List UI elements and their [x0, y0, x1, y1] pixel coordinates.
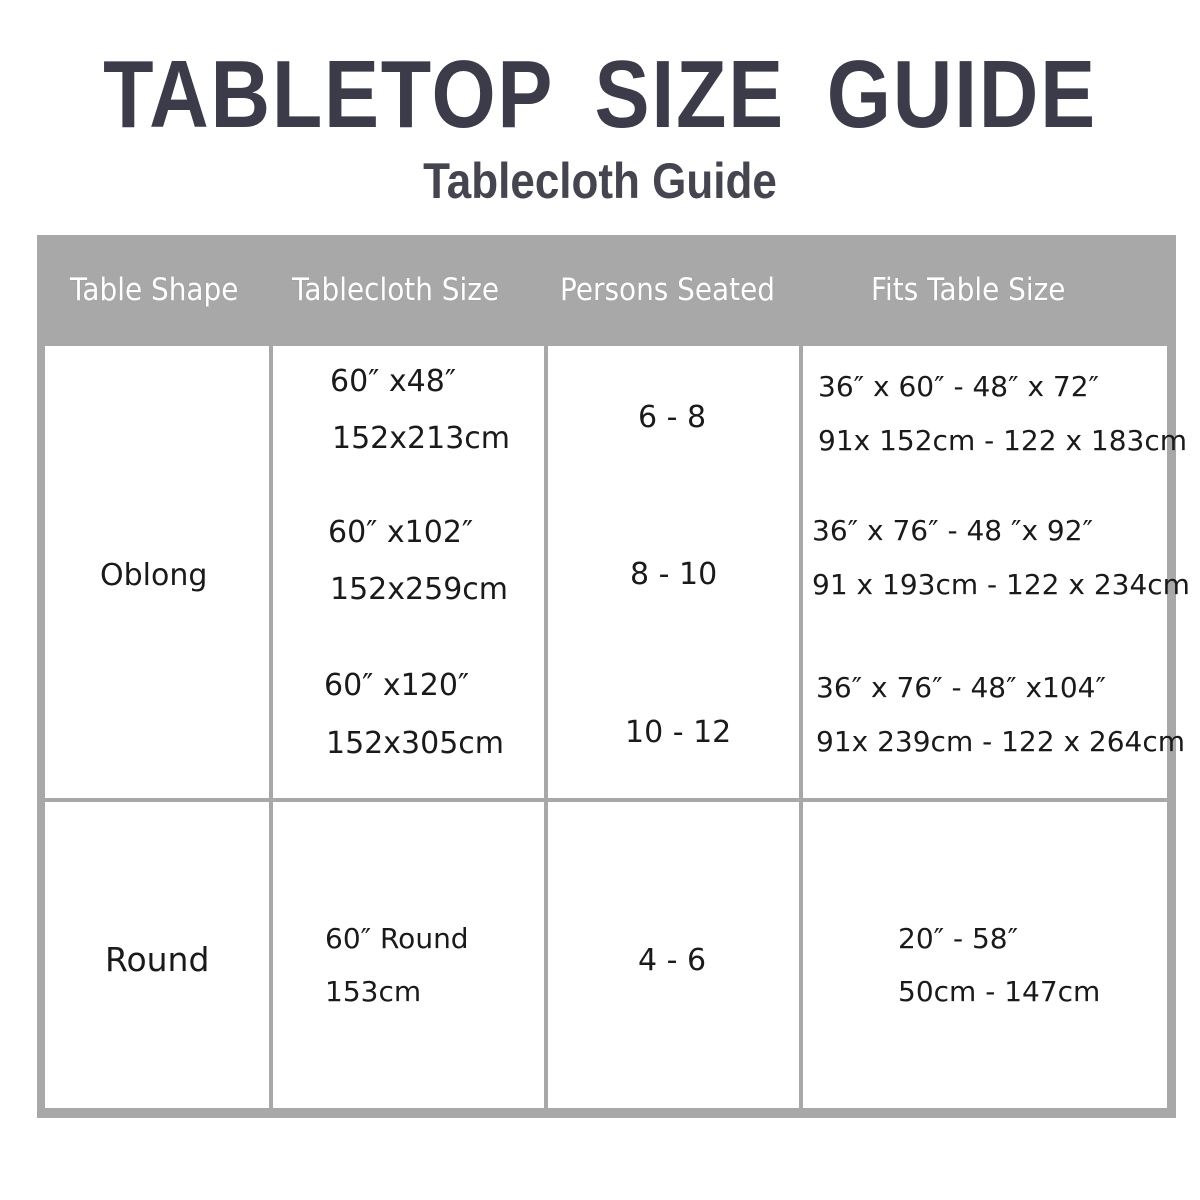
- page-subtitle: Tablecloth Guide: [423, 153, 777, 209]
- size-cm: 152x259cm: [330, 572, 508, 607]
- cell-round-fits: [803, 802, 1167, 1108]
- shape-round: Round: [105, 940, 210, 979]
- fits-cm: 91 x 193cm - 122 x 234cm: [812, 568, 1190, 601]
- fits-cm: 91x 239cm - 122 x 264cm: [816, 725, 1186, 758]
- seated: 10 - 12: [625, 715, 732, 750]
- size-cm: 153cm: [325, 975, 422, 1008]
- size-cm: 152x213cm: [332, 421, 510, 456]
- fits-in: 36″ x 76″ - 48″ x104″: [816, 671, 1106, 704]
- size-in: 60″ x48″: [330, 364, 457, 399]
- size-in: 60″ x120″: [324, 668, 470, 703]
- fits-cm: 50cm - 147cm: [898, 975, 1101, 1008]
- seated: 6 - 8: [638, 400, 707, 435]
- header-table-shape: Table Shape: [70, 272, 239, 308]
- header-fits-table-size: Fits Table Size: [871, 272, 1066, 308]
- shape-oblong: Oblong: [100, 558, 208, 593]
- seated: 4 - 6: [638, 943, 707, 978]
- page-title: TABLETOP SIZE GUIDE: [103, 41, 1097, 148]
- size-cm: 152x305cm: [326, 726, 504, 761]
- fits-in: 36″ x 60″ - 48″ x 72″: [818, 370, 1099, 403]
- size-in: 60″ Round: [325, 922, 469, 955]
- size-in: 60″ x102″: [328, 515, 474, 550]
- header-tablecloth-size: Tablecloth Size: [292, 272, 500, 308]
- cell-round-size: [273, 802, 544, 1108]
- seated: 8 - 10: [630, 557, 718, 592]
- fits-cm: 91x 152cm - 122 x 183cm: [818, 424, 1188, 457]
- fits-in: 20″ - 58″: [898, 922, 1019, 955]
- header-persons-seated: Persons Seated: [560, 272, 775, 308]
- fits-in: 36″ x 76″ - 48 ″x 92″: [812, 514, 1093, 547]
